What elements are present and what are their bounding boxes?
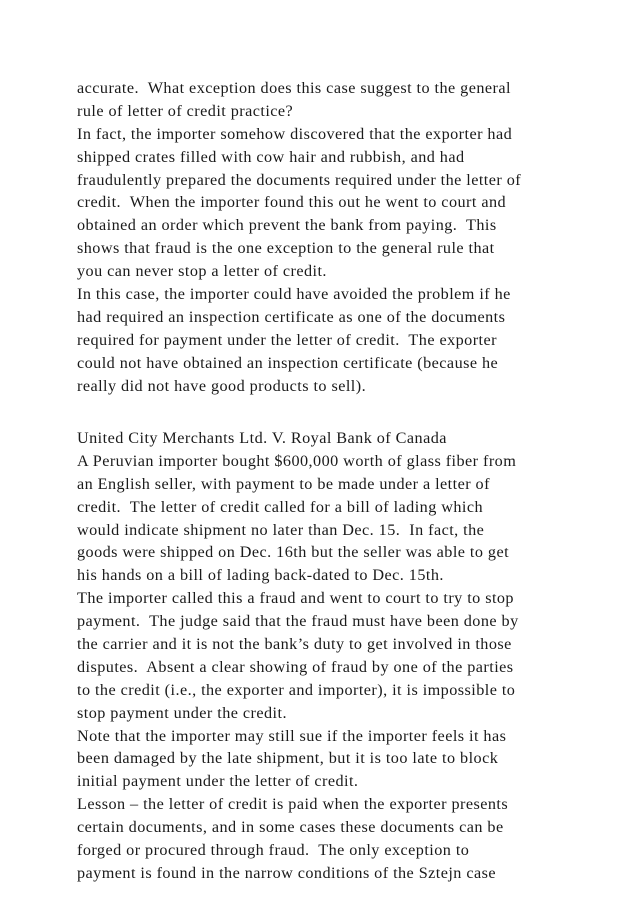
text-line: had required an inspection certificate as one of the documents [77,307,506,326]
text-line: The importer called this a fraud and went to court to try to stop [77,589,514,608]
text-line: could not have obtained an inspection certificate (because he [77,353,499,372]
text-line: accurate. What exception does this case suggest to the general [77,79,511,97]
paragraph-block-fraud-exception [77,77,617,397]
text-line: disputes. Absent a clear showing of fraud by one of the parties [77,657,514,676]
text-line: required for payment under the letter of credit. The exporter [77,330,497,349]
text-line: his hands on a bill of lading back-dated to Dec. 15th. [77,566,444,585]
text-line: would indicate shipment no later than Dec. 15. In fact, the [77,520,485,539]
text-line: goods were shipped on Dec. 16th but the seller was able to get [77,543,510,562]
text-line: Lesson – the letter of credit is paid when the exporter presents [77,795,509,814]
text-line: A Peruvian importer bought $600,000 worth of glass fiber from [77,451,517,470]
text-line: been damaged by the late shipment, but it is too late to block [77,749,499,768]
text-line: payment is found in the narrow conditions of the Sztejn case [77,863,497,882]
text-line: obtained an order which prevent the bank from paying. This [77,216,497,235]
text-line: forged or procured through fraud. The only exception to [77,841,470,860]
text-line: In fact, the importer somehow discovered that the exporter had [77,124,513,143]
text-line: stop payment under the credit. [77,703,287,722]
text-line: an English seller, with payment to be made under a letter of [77,474,490,493]
text-line: you can never stop a letter of credit. [77,262,327,281]
text-line: credit. When the importer found this out he went to court and [77,193,507,212]
text-line: rule of letter of credit practice? [77,101,294,120]
text-line: credit. The letter of credit called for a bill of lading which [77,497,484,516]
text-line: the carrier and it is not the bank’s duty to get involved in those [77,635,512,654]
case-heading: United City Merchants Ltd. V. Royal Bank of Canada [77,429,447,447]
text-line: shows that fraud is the one exception to the general rule that [77,239,495,258]
paragraph-block-united-city-merchants [77,427,617,885]
text-line: Note that the importer may still sue if the importer feels it has [77,726,507,745]
text-line: initial payment under the letter of credit. [77,772,359,791]
text-line: to the credit (i.e., the exporter and importer), it is impossible to [77,680,516,699]
text-line: payment. The judge said that the fraud must have been done by [77,612,519,631]
text-line: fraudulently prepared the documents required under the letter of [77,170,522,189]
text-line: shipped crates filled with cow hair and rubbish, and had [77,147,465,166]
text-line: In this case, the importer could have avoided the problem if he [77,285,511,304]
text-line: certain documents, and in some cases these documents can be [77,818,504,837]
text-line: really did not have good products to sell). [77,376,367,395]
